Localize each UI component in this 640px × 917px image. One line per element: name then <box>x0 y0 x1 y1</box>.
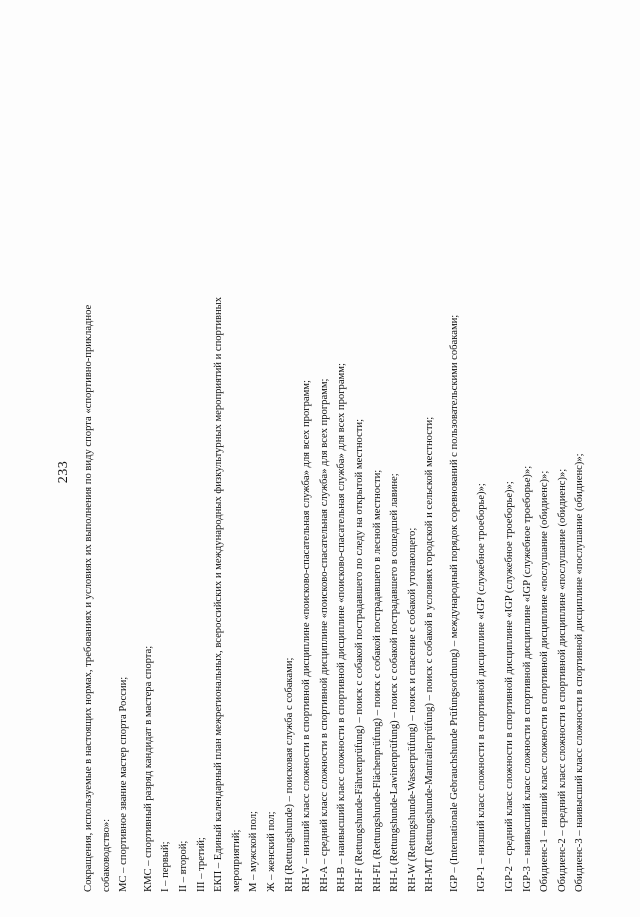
text-line: Обидиенс-1 – низший класс сложности в спортивной дисциплине «послушание (обидиенс)»; <box>539 470 551 892</box>
rotated-content <box>54 32 614 912</box>
text-line: Обидиенс-3 – наивысший класс сложности в спортивной дисциплине «послушание (обидиенс)»; <box>574 453 586 892</box>
text-line: Сокращения, используемые в настоящих нормах, требованиях и условиях их выполнения по виду спорта «спортивно-прикладное <box>83 304 94 892</box>
text-line: мероприятий; <box>230 829 242 892</box>
text-line: RH-FL (Rettungshunde-Flächenprüfung) – поиск с собакой пострадавшего в лесной местности; <box>371 469 383 892</box>
text-line: МС – спортивное звание мастер спорта России; <box>118 676 130 892</box>
text-line: RH-A – средний класс сложности в спортивной дисциплине «поисково-спасательная служба» для всех программ; <box>318 378 330 892</box>
text-line: RH-W (Rettungshunde-Wasserprüfung) – поиск и спасение с собакой утопающего; <box>406 527 418 892</box>
text-line: КМС – спортивный разряд кандидат в мастера спорта; <box>142 645 154 892</box>
text-line: II – второй; <box>177 840 189 892</box>
text-line: Обидиенс-2 – средний класс сложности в спортивной дисциплине «послушание (обидиенс)»; <box>556 468 568 892</box>
text-line: IGP – (Internationale Gebrauchshunde Prüfungsordnung) – международный порядок соревнований с пользовательскими собаками; <box>448 314 460 892</box>
abbreviations-list <box>80 32 589 892</box>
text-line: III – третий; <box>195 837 207 892</box>
text-line: IGP-1 – низший класс сложности в спортивной дисциплине «IGP (служебное троеборье)»; <box>476 483 488 892</box>
text-line: I – первый; <box>160 841 172 892</box>
page-number: 233 <box>56 460 71 484</box>
text-line: RH-B – наивысший класс сложности в спортивной дисциплине «поисково-спасательная служба» для всех программ; <box>336 363 348 892</box>
text-line: RH-MT (Rettungshunde-Mantrailerprüfung) – поиск с собакой в условиях городской и сельской местности; <box>424 416 436 892</box>
text-line: RH-F (Rettungshunde-Fährtenprüfung) – поиск с собакой пострадавшего по следу на открытой местности; <box>353 418 365 892</box>
text-line: Ж – женский пол; <box>265 811 277 892</box>
text-line: М – мужской пол; <box>248 811 260 892</box>
text-line: RH (Rettungshunde) – поисковая служба с собаками; <box>283 657 295 892</box>
text-line: IGP-3 – наивысший класс сложности в спортивной дисциплине «IGP (служебное троеборье)»; <box>521 465 533 892</box>
text-line: собаководство»: <box>100 818 112 892</box>
text-line: ЕКП – Единый календарный план межрегиональных, всероссийских и международных физкультурных мероприятий и спортивных <box>213 296 225 892</box>
text-line: RH-V – низший класс сложности в спортивной дисциплине «поисково-спасательная служба» для всех программ; <box>301 380 313 892</box>
text-line: IGP-2 – средний класс сложности в спортивной дисциплине «IGP (служебное троеборье)»; <box>504 481 516 892</box>
text-line: RH-L (Rettungshunde-Lawinenprüfung) – поиск с собакой пострадавшего в сошедшей лавине; <box>389 473 401 892</box>
